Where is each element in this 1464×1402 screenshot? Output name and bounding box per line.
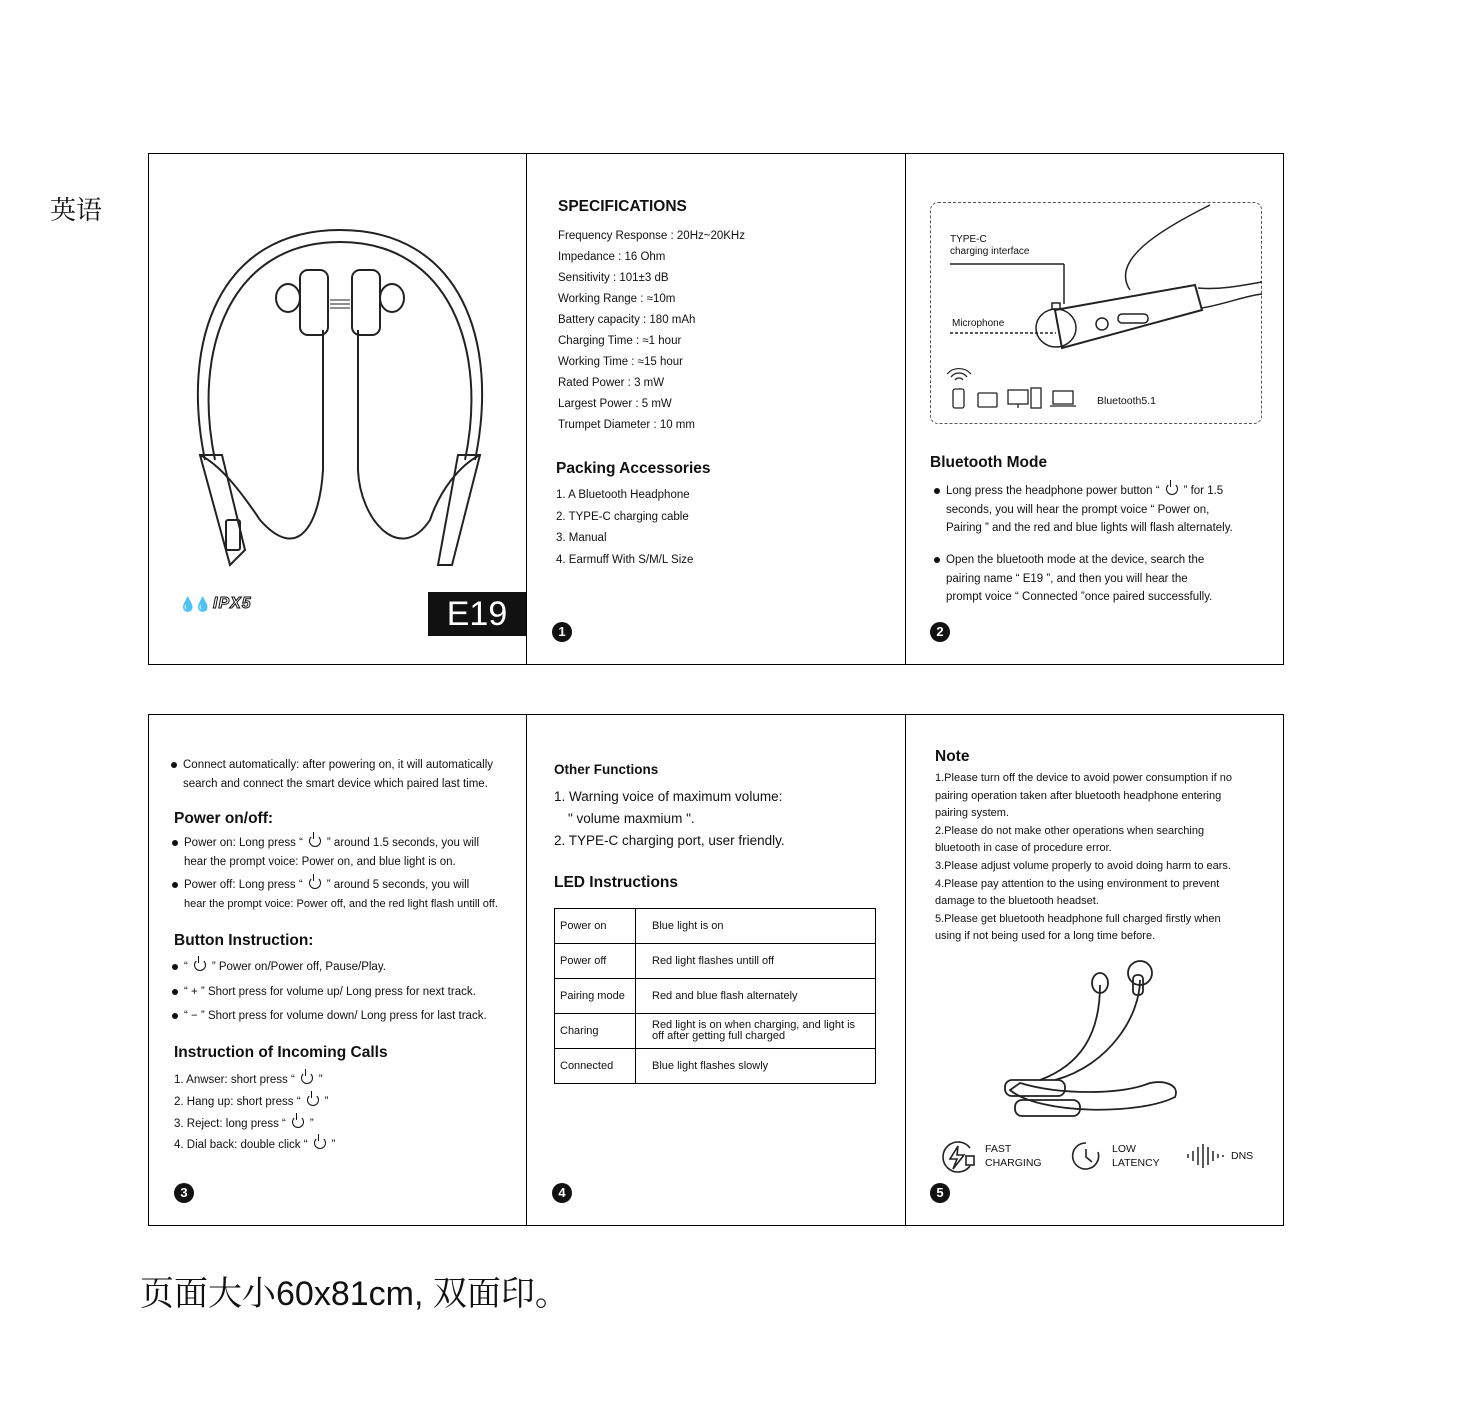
power-icon — [292, 1116, 304, 1128]
earphone-controller-illustration — [940, 200, 1262, 360]
spec-item: Sensitivity : 101±3 dB — [558, 272, 669, 284]
device-icons — [950, 386, 1080, 412]
auto-line: Connect automatically: after powering on, it will automatically — [183, 759, 494, 771]
packing-item: 3. Manual — [556, 532, 607, 544]
b1-part: Long press the headphone power button “ — [946, 485, 1160, 497]
neckband-side-illustration — [1000, 955, 1180, 1125]
note-line: 5.Please get bluetooth headphone full charged firstly when — [935, 912, 1221, 925]
b1-part: ” for 1.5 — [1183, 485, 1224, 497]
power-off-bullet — [172, 876, 528, 913]
button-bullet-2 — [172, 983, 522, 1002]
pon-line: hear the prompt voice: Power on, and blue light is on. — [184, 855, 456, 868]
note-line: 1.Please turn off the device to avoid power consumption if no — [935, 772, 1232, 784]
specifications-title: SPECIFICATIONS — [558, 198, 687, 215]
spec-item: Battery capacity : 180 mAh — [558, 314, 696, 326]
power-title: Power on/off: — [174, 810, 274, 827]
fast-charging-icon — [938, 1138, 976, 1176]
auto-line: search and connect the smart device which paired last time. — [183, 777, 488, 790]
note-line: bluetooth in case of procedure error. — [935, 842, 1112, 855]
page-language-label: 英语 — [50, 195, 103, 225]
bluetooth-version: Bluetooth5.1 — [1097, 395, 1156, 407]
b1-line: seconds, you will hear the prompt voice “ Power on, — [946, 503, 1210, 516]
sound-wave-icon — [1185, 1142, 1227, 1170]
power-icon — [309, 835, 321, 847]
call-item: 3. Reject: long press “ ” — [174, 1117, 314, 1130]
other-functions-list — [554, 786, 785, 852]
call-item: 4. Dial back: double click “ ” — [174, 1139, 336, 1152]
table-row: Charing Red light is on when charging, and light is off after getting full charged — [555, 1014, 876, 1049]
button-bullet-3 — [172, 1007, 522, 1026]
table-row: Power off Red light flashes untill off — [555, 944, 876, 979]
bluetooth-mode-title: Bluetooth Mode — [930, 454, 1048, 471]
b2-line: pairing name “ E19 ”, and then you will hear the — [946, 572, 1188, 585]
b2-line: Open the bluetooth mode at the device, search the — [946, 554, 1205, 566]
water-drops-icon: 💧💧 — [179, 596, 210, 612]
power-icon — [1166, 483, 1178, 495]
typec-label-text: TYPE-C — [950, 234, 987, 245]
poff-line: hear the prompt voice: Power off, and the red light flash untill off. — [184, 897, 498, 910]
packing-item: 4. Earmuff With S/M/L Size — [556, 553, 694, 566]
led-title: LED Instructions — [554, 874, 679, 891]
power-icon — [194, 959, 206, 971]
other-item: 1. Warning voice of maximum volume: — [554, 789, 783, 804]
ipx5-rating: IPX5 — [213, 595, 252, 612]
model-badge — [428, 592, 526, 636]
spec-item: Largest Power : 5 mW — [558, 398, 672, 410]
other-item: " volume maxmium ". — [568, 811, 695, 826]
poff-part: Power off: Long press “ — [184, 879, 303, 891]
button-instruction-title: Button Instruction: — [174, 932, 314, 949]
notes-list — [935, 770, 1232, 946]
power-icon — [301, 1072, 313, 1084]
page-number-badge: 1 — [552, 622, 572, 642]
note-line: 2.Please do not make other operations when searching — [935, 824, 1205, 837]
incoming-calls-title: Instruction of Incoming Calls — [174, 1044, 388, 1061]
spec-item: Rated Power : 3 mW — [558, 377, 665, 389]
note-line: 3.Please adjust volume properly to avoid doing harm to ears. — [935, 859, 1231, 872]
note-line: using if not being used for a long time before. — [935, 930, 1156, 943]
b1-line: Pairing ” and the red and blue lights will flash alternately. — [946, 522, 1233, 534]
feat2-line: LOW — [1112, 1143, 1136, 1155]
auto-connect-bullet — [171, 756, 521, 793]
table-row: Pairing mode Red and blue flash alternately — [555, 979, 876, 1014]
pon-part: ” around 1.5 seconds, you will — [326, 837, 480, 849]
spec-item: Trumpet Diameter : 10 mm — [558, 419, 695, 431]
table-row: Connected Blue light flashes slowly — [555, 1049, 876, 1084]
b2-line: prompt voice “ Connected ”once paired successfully. — [946, 591, 1213, 603]
clock-icon — [1070, 1140, 1102, 1172]
other-functions-title: Other Functions — [554, 762, 659, 777]
led-table — [554, 908, 876, 1084]
spec-item: Charging Time : ≈1 hour — [558, 335, 682, 347]
packing-title: Packing Accessories — [556, 460, 711, 477]
spec-item: Working Range : ≈10m — [558, 293, 676, 305]
note-line: damage to the bluetooth headset. — [935, 895, 1099, 908]
page-number-badge: 5 — [930, 1183, 950, 1203]
fast-charging-label — [985, 1142, 1042, 1170]
model-name: E19 — [446, 595, 508, 633]
note-line: pairing system. — [935, 807, 1009, 820]
feat1-line: CHARGING — [985, 1157, 1042, 1169]
packing-list — [556, 485, 693, 571]
spec-list — [558, 226, 745, 436]
note-line: 4.Please pay attention to the using environment to prevent — [935, 877, 1220, 890]
note-title: Note — [935, 748, 970, 765]
page-number-badge: 4 — [552, 1183, 572, 1203]
dns-label: DNS — [1231, 1150, 1254, 1162]
other-item: 2. TYPE-C charging port, user friendly. — [554, 833, 785, 848]
power-icon — [307, 1094, 319, 1106]
button-bullet-1 — [172, 958, 522, 977]
typec-sub-text: charging interface — [950, 246, 1030, 257]
power-icon — [309, 877, 321, 889]
pon-part: Power on: Long press “ — [184, 837, 303, 849]
poff-part: ” around 5 seconds, you will — [326, 879, 470, 891]
calls-list — [174, 1070, 335, 1157]
spec-item: Impedance : 16 Ohm — [558, 251, 666, 263]
power-icon — [314, 1137, 326, 1149]
btn2-line: “ + ” Short press for volume up/ Long press for next track. — [184, 986, 476, 998]
page-number-badge: 2 — [930, 622, 950, 642]
wifi-icon — [944, 364, 974, 384]
packing-item: 1. A Bluetooth Headphone — [556, 489, 690, 501]
note-line: pairing operation taken after bluetooth headphone entering — [935, 789, 1222, 802]
power-on-bullet — [172, 834, 524, 871]
microphone-label: Microphone — [952, 318, 1005, 329]
footer-note: 页面大小60x81cm, 双面印。 — [140, 1275, 569, 1313]
btn1-part: “ — [184, 961, 188, 973]
low-latency-label — [1112, 1142, 1160, 1170]
call-item: 2. Hang up: short press “ ” — [174, 1095, 329, 1108]
packing-item: 2. TYPE-C charging cable — [556, 510, 689, 523]
bluetooth-bullet-2 — [934, 551, 1264, 607]
feat2-line: LATENCY — [1112, 1157, 1160, 1169]
spec-item: Frequency Response : 20Hz~20KHz — [558, 230, 745, 242]
call-item: 1. Anwser: short press “ ” — [174, 1074, 323, 1086]
feat1-line: FAST — [985, 1143, 1012, 1155]
page-number-badge: 3 — [174, 1183, 194, 1203]
btn1-part: ” Power on/Power off, Pause/Play. — [211, 961, 386, 973]
bluetooth-bullet-1 — [934, 482, 1264, 538]
neckband-headphone-illustration — [180, 220, 510, 580]
spec-item: Working Time : ≈15 hour — [558, 356, 683, 368]
btn3-line: “ − ” Short press for volume down/ Long press for last track. — [184, 1010, 487, 1022]
table-row: Power on Blue light is on — [555, 909, 876, 944]
